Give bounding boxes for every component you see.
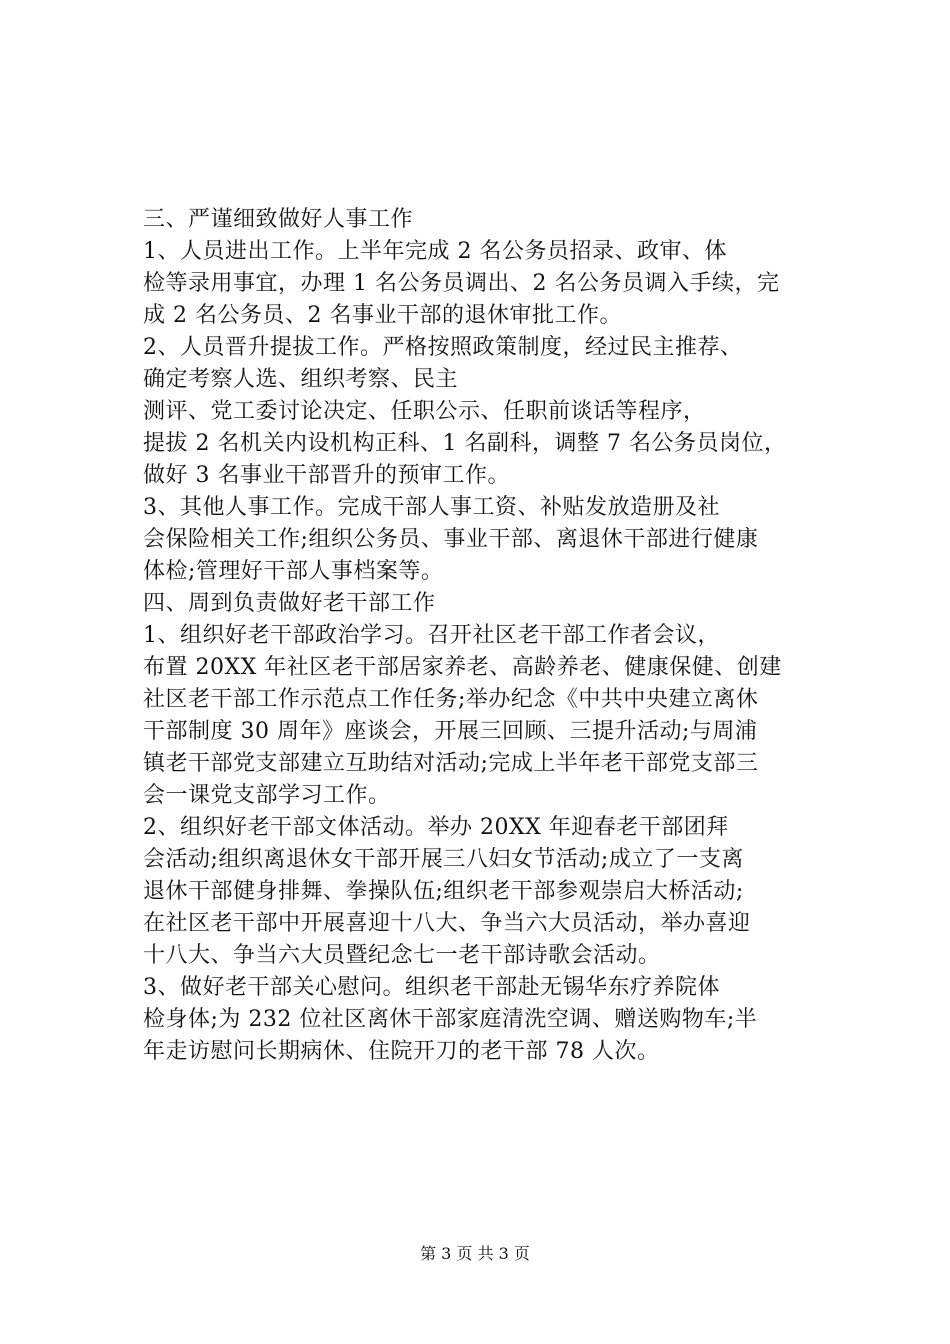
paragraph-line: 布置 20XX 年社区老干部居家养老、高龄养老、健康保健、创建 [143,655,782,680]
paragraph-line: 测评、党工委讨论决定、任职公示、任职前谈话等程序， [143,399,706,424]
paragraph-line: 2、人员晋升提拔工作。严格按照政策制度，经过民主推荐、 [143,335,743,360]
paragraph-line: 干部制度 30 周年》座谈会，开展三回顾、三提升活动;与周浦 [143,719,758,744]
paragraph-line: 提拔 2 名机关内设机构正科、1 名副科，调整 7 名公务员岗位， [143,431,787,456]
paragraph-line: 年走访慰问长期病休、住院开刀的老干部 78 人次。 [143,1039,660,1064]
paragraph-line: 检等录用事宜，办理 1 名公务员调出、2 名公务员调入手续，完 [143,271,780,296]
paragraph-line: 社区老干部工作示范点工作任务;举办纪念《中共中央建立离休 [143,687,759,712]
paragraph-line: 3、做好老干部关心慰问。组织老干部赴无锡华东疗养院体 [143,975,720,1000]
paragraph-line: 确定考察人选、组织考察、民主 [143,367,459,392]
page-number-footer: 第 3 页 共 3 页 [420,1244,530,1263]
paragraph-line: 1、组织好老干部政治学习。召开社区老干部工作者会议， [143,623,720,648]
paragraph-line: 2、组织好老干部文体活动。举办 20XX 年迎春老干部团拜 [143,815,729,840]
paragraph-line: 退休干部健身排舞、拳操队伍;组织老干部参观崇启大桥活动; [143,879,744,904]
paragraph-line: 成 2 名公务员、2 名事业干部的退休审批工作。 [143,303,622,328]
paragraph-line: 镇老干部党支部建立互助结对活动;完成上半年老干部党支部三 [143,751,759,776]
document-body [143,204,836,1068]
section-heading: 四、周到负责做好老干部工作 [143,591,436,616]
paragraph-line: 会一课党支部学习工作。 [143,783,391,808]
paragraph-line: 在社区老干部中开展喜迎十八大、争当六大员活动，举办喜迎 [143,911,751,936]
paragraph-line: 3、其他人事工作。完成干部人事工资、补贴发放造册及社 [143,495,720,520]
paragraph-line: 会保险相关工作;组织公务员、事业干部、离退休干部进行健康 [143,527,759,552]
paragraph-line: 会活动;组织离退休女干部开展三八妇女节活动;成立了一支离 [143,847,744,872]
section-personnel-work [143,204,836,588]
paragraph-line: 十八大、争当六大员暨纪念七一老干部诗歌会活动。 [143,943,661,968]
paragraph-line: 检身体;为 232 位社区离休干部家庭清洗空调、赠送购物车;半 [143,1007,758,1032]
section-heading: 三、严谨细致做好人事工作 [143,207,414,232]
paragraph-line: 做好 3 名事业干部晋升的预审工作。 [143,463,510,488]
paragraph-line: 1、人员进出工作。上半年完成 2 名公务员招录、政审、体 [143,239,727,264]
paragraph-line: 体检;管理好干部人事档案等。 [143,559,444,584]
section-veteran-cadre-work [143,588,836,1068]
